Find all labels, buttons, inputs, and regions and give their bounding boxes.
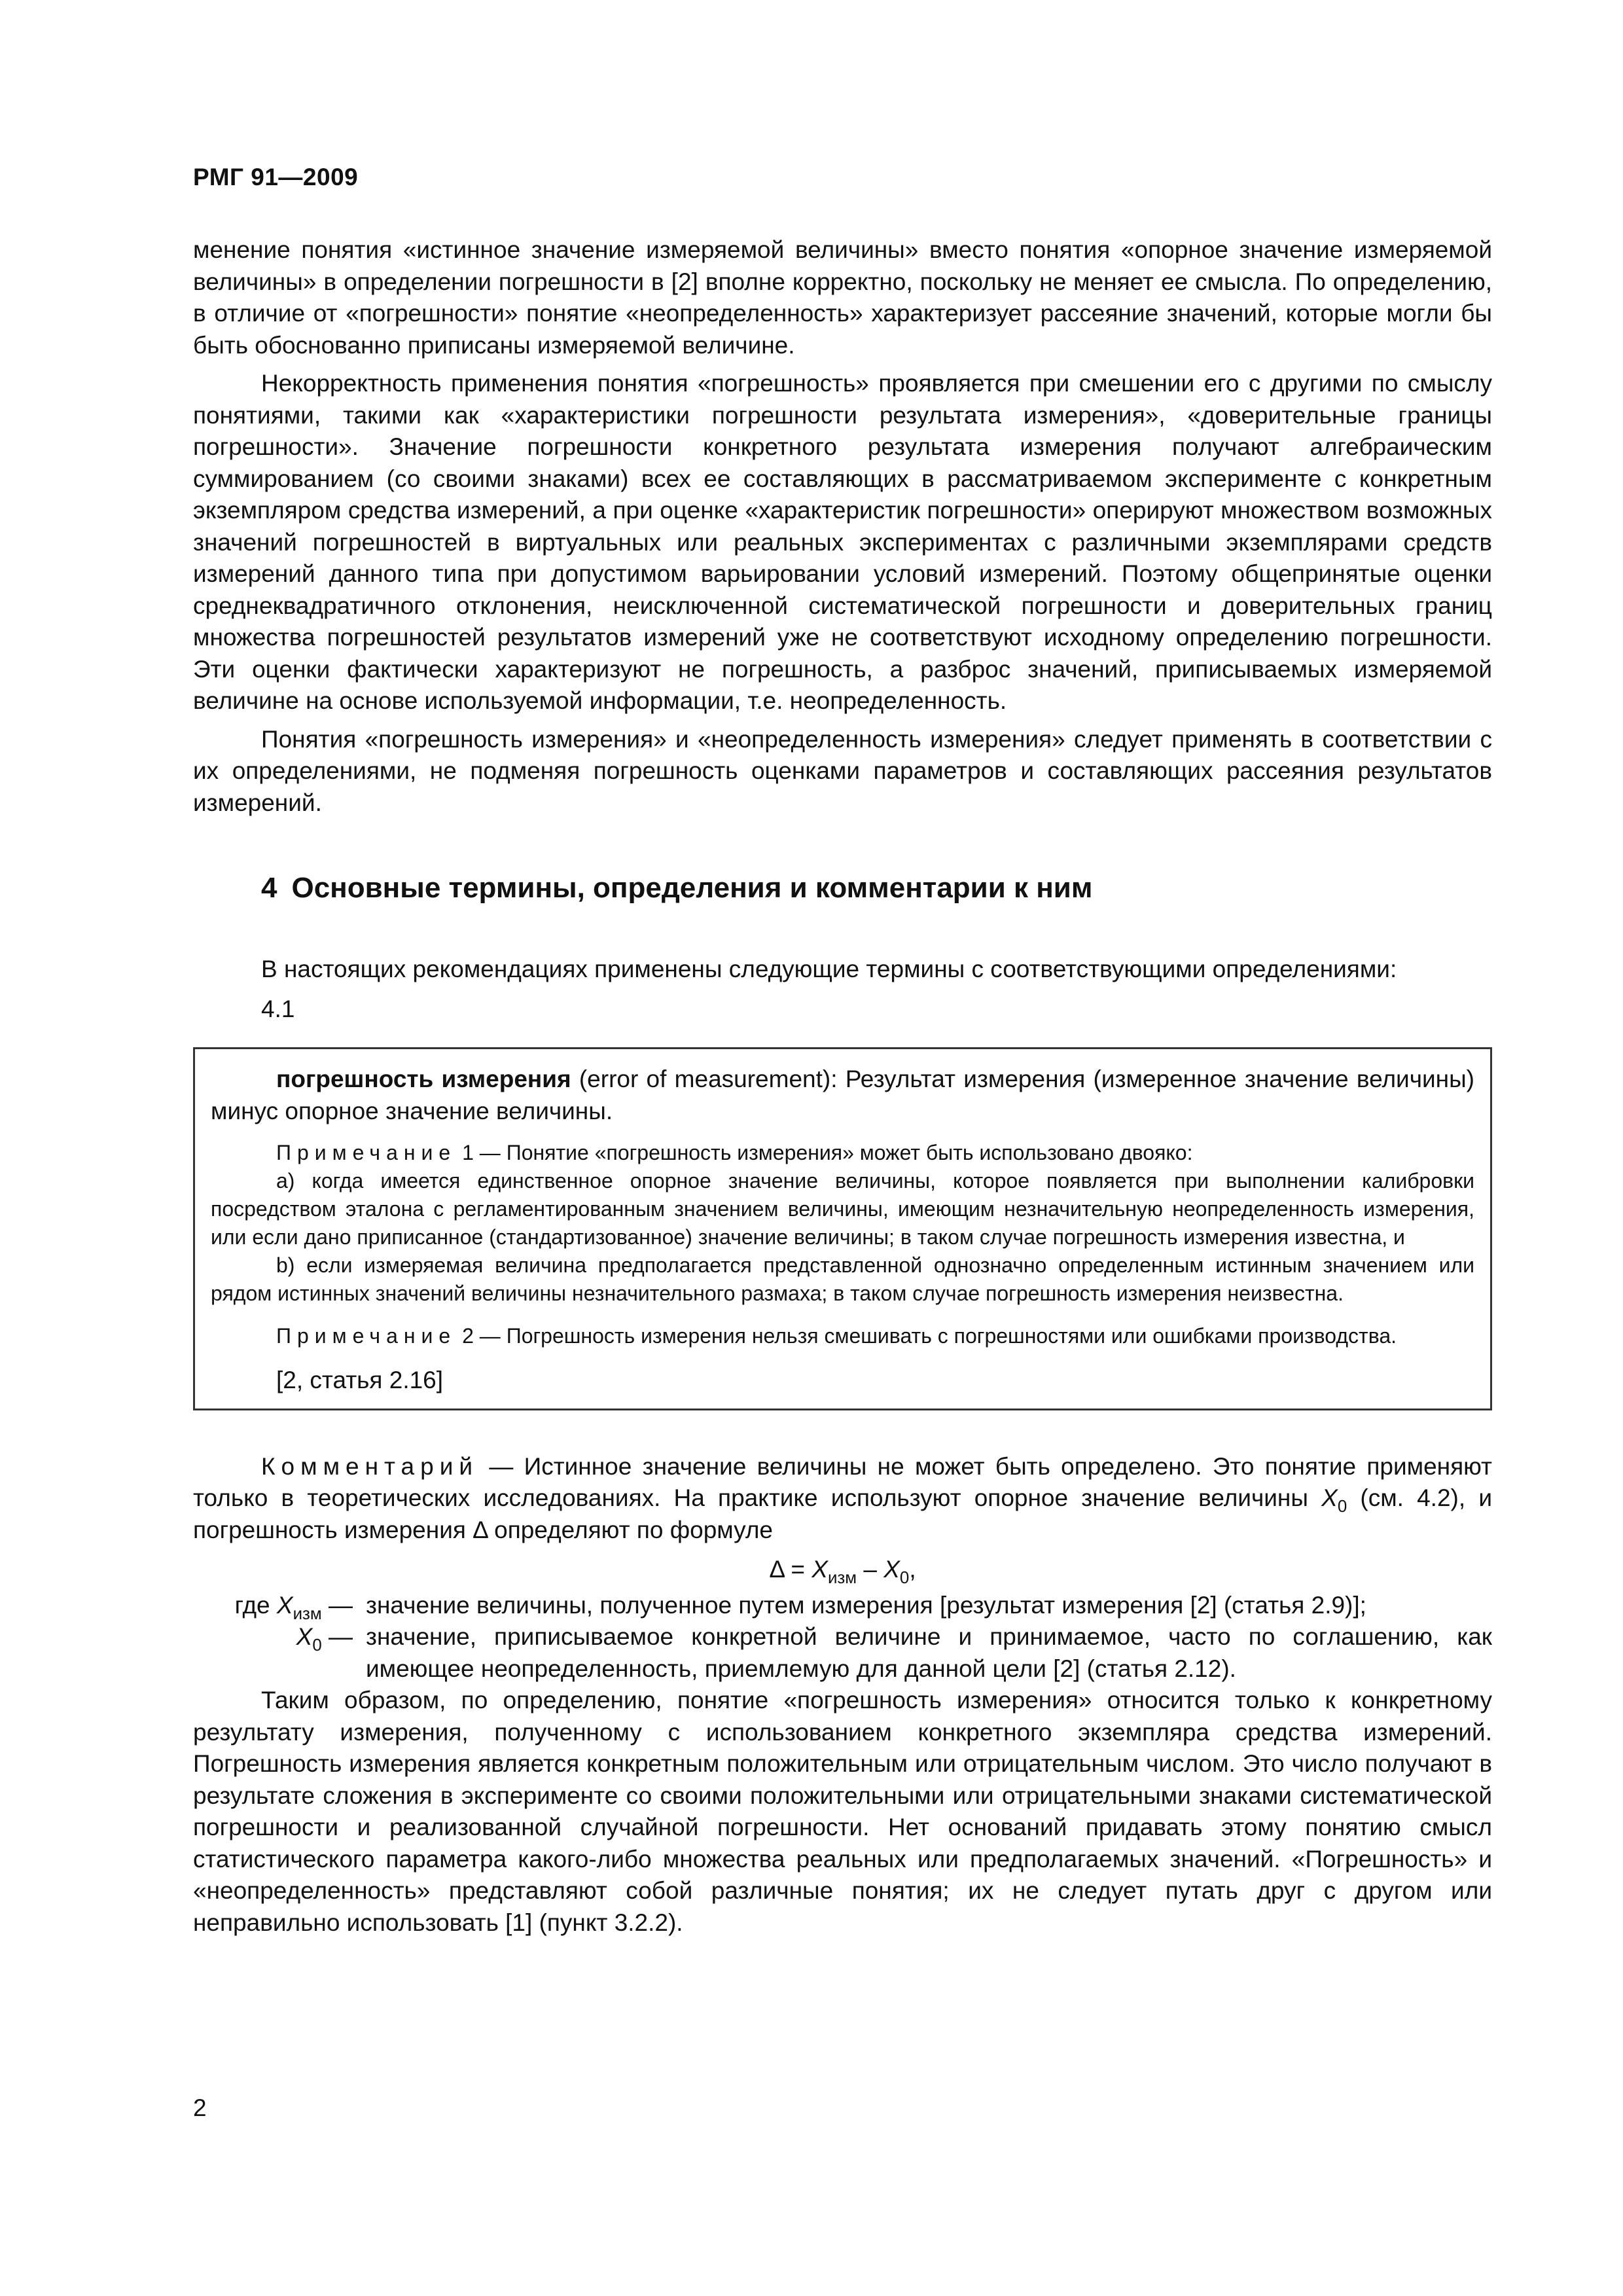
term-source: [2, статья 2.16] — [276, 1367, 444, 1393]
where-symbol — [193, 1621, 366, 1685]
note-label: Примечание — [276, 1141, 457, 1164]
paragraph: Некорректность применения понятия «погрешность» проявляется при смешении его с другими по смыслу понятиями, такими как «характеристики погрешности результата измерения», «доверительные границы погрешности». Значение погрешности конкретного результата измерения получают алгебраическим суммированием (со своими знаками) всех ее составляющих в рассматриваемом эксперименте с конкретным экземпляром средства измерений, а при оценке «характеристик погрешности» оперируют множеством возможных значений погрешностей в виртуальных или реальных экспериментах с различными экземплярами средств измерений данного типа при допустимом варьировании условий измерений. Поэтому общепринятые оценки среднеквадратичного отклонения, неисключенной систематической погрешности и доверительных границ множества погрешностей результатов измерений уже не соответствуют исходному определению погрешности. Эти оценки фактически характеризуют не погрешность, а разброс значений, приписываемых измеряемой величине на основе используемой информации, т.е. неопределенность. — [193, 370, 1492, 714]
document-code-header: РМГ 91—2009 — [193, 164, 359, 190]
note-text: 1 — Понятие «погрешность измерения» может быть использовано двояко: — [462, 1141, 1193, 1164]
where-item-1 — [193, 1590, 1492, 1622]
where-dash: — — [321, 1591, 353, 1619]
page-number: 2 — [193, 2094, 207, 2121]
page-content — [193, 234, 1492, 1939]
subscript: изм — [293, 1604, 322, 1623]
variable-x: X — [276, 1591, 293, 1619]
section-intro: В настоящих рекомендациях применены следующие термины с соответствующими определениями: — [261, 956, 1397, 982]
note-1 — [211, 1139, 1474, 1167]
note-2 — [211, 1322, 1474, 1350]
formula — [193, 1554, 1492, 1586]
variable-x: X — [1321, 1484, 1338, 1511]
paragraph: менение понятия «истинное значение измеряемой величины» вместо понятия «опорное значение измеряемой величины» в определении погрешности в [2] вполне корректно, поскольку не меняет ее смысла. По определению, в отличие от «погрешности» понятие «неопределенность» характеризует рассеяние значений, которые могли бы быть обоснованно приписаны измеряемой величине. — [193, 236, 1492, 359]
comment-text: — Истинное значение величины не может быть определено. Это понятие применяют только в теоретических исследованиях. На практике используют опорное значение величины — [193, 1452, 1492, 1511]
note-text: 2 — Погрешность измерения нельзя смешивать с погрешностями или ошибками производства. — [462, 1324, 1397, 1348]
variable-x: X — [296, 1623, 313, 1650]
note-1-item-a: a) когда имеется единственное опорное значение величины, которое появляется при выполнении калибровки посредством эталона с регламентированным значением величины, имеющим незначительную неопределенность измерения, или если дано приписанное (стандартизованное) значение величины; в таком случае погрешность измерения известна, и — [211, 1169, 1474, 1249]
formula-delta: Δ = — [769, 1556, 812, 1583]
term-name: погрешность измерения — [276, 1066, 571, 1092]
variable-x: X — [883, 1556, 900, 1583]
formula-tail: , — [909, 1556, 916, 1583]
section-title: Основные термины, определения и комментарии к ним — [291, 872, 1093, 904]
term-definition-text: Результат измерения (измеренное значение величины) минус опорное значение величины. — [211, 1066, 1474, 1124]
comment-text: (см. 4.2), и погрешность измерения Δ определяют по формуле — [193, 1484, 1492, 1543]
term-number: 4.1 — [261, 995, 295, 1022]
comment-label: Комментарий — [261, 1452, 479, 1480]
where-item-2 — [193, 1621, 1492, 1685]
paragraph: Таким образом, по определению, понятие «погрешность измерения» относится только к конкретному результату измерения, полученному с использованием конкретного экземпляра средства измерений. Погрешность измерения является конкретным положительным или отрицательным числом. Это число получают в результате сложения в эксперименте со своими положительными или отрицательными знаками систематической погрешности и реализованной случайной погрешности. Нет оснований придавать этому понятию смысл статистического параметра какого-либо множества реальных или предполагаемых значений. «Погрешность» и «неопределенность» представляют собой различные понятия; их не следует путать друг с другом или неправильно использовать [1] (пункт 3.2.2). — [193, 1687, 1492, 1936]
subscript: изм — [827, 1569, 857, 1588]
subscript: 0 — [1337, 1498, 1347, 1516]
subscript: 0 — [312, 1636, 322, 1655]
where-prefix: где — [234, 1591, 277, 1619]
section-number: 4 — [261, 872, 277, 904]
comment-paragraph — [193, 1451, 1492, 1547]
subscript: 0 — [899, 1569, 910, 1588]
where-symbol — [193, 1590, 366, 1622]
where-description: значение, приписываемое конкретной величине и принимаемое, часто по соглашению, как имеющее неопределенность, приемлемую для данной цели [2] (статья 2.12). — [366, 1623, 1492, 1682]
variable-x: X — [812, 1556, 828, 1583]
note-1-item-b: b) если измеряемая величина предполагается представленной однозначно определенным истинным значением или рядом истинных значений величины незначительного размаха; в таком случае погрешность измерения неизвестна. — [211, 1253, 1474, 1305]
term-definition-box — [193, 1047, 1492, 1410]
note-label: Примечание — [276, 1324, 457, 1348]
where-dash: — — [321, 1623, 353, 1650]
paragraph: Понятия «погрешность измерения» и «неопределенность измерения» следует применять в соответствии с их определениями, не подменяя погрешность оценками параметров и составляющих рассеяния результатов измерений. — [193, 725, 1492, 816]
section-heading — [261, 870, 1492, 906]
formula-minus: – — [857, 1556, 884, 1583]
term-definition — [211, 1064, 1474, 1127]
term-english: (error of measurement): — [579, 1066, 838, 1092]
where-description: значение величины, полученное путем измерения [результат измерения [2] (статья 2.9)]; — [366, 1591, 1366, 1619]
